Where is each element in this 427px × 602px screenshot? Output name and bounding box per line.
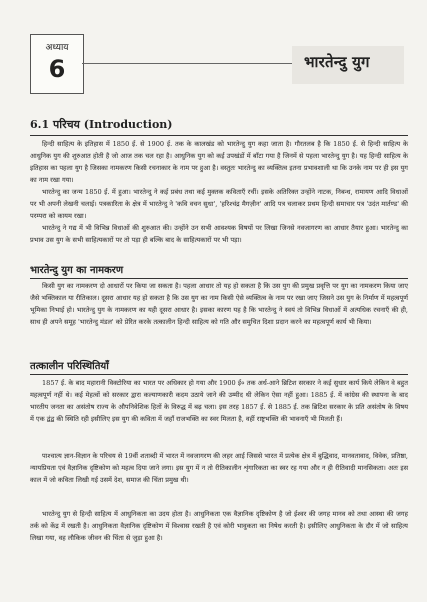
paragraph-intro: हिन्दी साहित्य के इतिहास में 1850 ई. से 1900 ई. तक के कालखंड को भारतेन्दु युग कहा जाता है। गौरतलब है कि 1850 ई. से हिन्दी साहित्य के आधुनिक युग की शुरुआत होती है जो आज तक चल रहा है। आधुनिक युग को कई उपखंडों में बाँटा गया है जिनमें से पहला भारतेन्दु युग है। यह हिन्दी साहित्य के इतिहास का पहला युग है जिसका नामकरण किसी रचनाकार के नाम पर हुआ है। वस्तुतः भारतेन्दु का व्यक्तित्व इतना प्रभावशाली था कि उनके नाम पर ही इस युग का नाम रखा गया।: [30, 140, 408, 184]
chapter-number-box: [30, 34, 84, 94]
paragraph-political-conditions: 1857 ई. के बाद महारानी विक्टोरिया का भारत पर अधिकार हो गया और 1900 ई० तक अर्ध-आने ब्रिटिश सरकार ने कई सुधार कार्य किये लेकिन वे बहुत महत्वपूर्ण नहीं थे। कई मेहत्वों को सरकार द्वारा कल्याणकारी कदम उठाये जाने की उम्मीद थी लेकिन ऐसा नहीं हुआ। 1885 ई. में कांग्रेस की स्थापना के बाद भारतीय जनता का असंतोष राज्य के औपनिवेशिक हितों के विरुद्ध में बढ़ चला। इस तरह 1857 ई. से 1885 ई. तक ब्रिटिश सरकार के प्रति असंतोष के विषय में एक द्वंद्व की स्थिति रही इसीलिए इस युग की कविता में जहाँ राजभक्ति का स्वर मिलता है, वहीं राष्ट्रभक्ति की भावनाएँ भी मिलती हैं।: [30, 379, 408, 423]
paragraph-naming: किसी युग का नामकरण दो आधारों पर किया जा सकता है। पहला आधार तो यह हो सकता है कि उस युग की प्रमुख प्रवृत्ति पर युग का नामकरण किया जाए जैसे भक्तिकाल या रीतिकाल। दूसरा आधार यह हो सकता है कि उस युग का नाम किसी ऐसे व्यक्तित्व के नाम पर रखा जाए जिसने उस युग के निर्माण में महत्वपूर्ण भूमिका निभाई हो। भारतेन्दु युग के नामकरण का यही दूसरा आधार है। इसका कारण यह है कि भारतेन्दु ने स्वयं तो विभिन्न विधाओं में अत्यधिक रचनाएँ की ही, साथ ही अपने समूह 'भारतेन्दु मंडल' को प्रेरित करके तत्कालीन हिन्दी साहित्य को गति और समुचित दिशा प्रदान करने का महत्वपूर्ण कार्य भी किया।: [30, 282, 408, 326]
paragraph-bharatendu-birth: भारतेन्दु का जन्म 1850 ई. में हुआ। भारतेन्दु ने कई प्रबंध तथा कई मुक्तक कविताएँ रचीं। इसके अतिरिक्त उन्होंने नाटक, निबन्ध, रामायण आदि विधाओं पर भी अपनी लेखनी चलाई। पत्रकारिता के क्षेत्र में भारतेन्दु ने 'कवि वचन सुधा', 'हरिश्चंद्र मैगज़ीन' आदि पत्र चलाकर प्रथम हिन्दी समाचार पत्र 'उदंत मार्तण्ड' की परम्परा को कायम रखा।: [30, 188, 408, 220]
chapter-title: भारतेन्दु युग: [304, 53, 370, 71]
chapter-divider: [82, 63, 292, 64]
paragraph-bharatendu-influence: भारतेन्दु ने गद्य में भी विभिन्न विधाओं की शुरुआत की। उन्होंने उन सभी आवश्यक विषयों पर लिखा जिनसे नवजागरण का आधार तैयार हुआ। भारतेन्दु का प्रभाव उस युग के सभी साहित्यकारों पर तो पड़ा ही बल्कि बाद के साहित्यकारों पर भी पड़ा।: [30, 224, 408, 244]
chapter-number: 6: [48, 55, 66, 83]
paragraph-renaissance: पाश्चात्य ज्ञान-विज्ञान के परिचय से 19वीं शताब्दी में भारत में नवजागरण की लहर आई जिससे भारत में प्रत्येक क्षेत्र में बुद्धिवाद, मानवतावाद, विवेक, प्रतिष्ठा, न्यायप्रियता एवं वैज्ञानिक दृष्टिकोण को महत्व दिया जाने लगा। इस युग में न तो रीतिकालीन शृंगारिकता का स्वर रह गया और न ही रीतिवादी मानसिकता। अतः इस काल में जो कविता लिखी गई उसमें देश, समाज की चिंता प्रमुख थी।: [30, 452, 408, 484]
paragraph-modernity: भारतेन्दु युग से हिन्दी साहित्य में आधुनिकता का उदय होता है। आधुनिकता एक वैज्ञानिक दृष्टिकोण है जो ईश्वर की जगह मानव को तथा आस्था की जगह तर्क को केंद्र में रखती है। आधुनिकता वैज्ञानिक दृष्टिकोण में विश्वास रखती है एवं कोरी भावुकता का निषेध करती है। इसीलिए आधुनिकता के दौर में जो साहित्य लिखा गया, वह लौकिक जीवन की चिंता से जुड़ा हुआ है।: [30, 510, 408, 542]
chapter-label: अध्याय: [45, 43, 69, 53]
section-heading-conditions: तत्कालीन परिस्थितियाँ: [30, 358, 408, 375]
section-heading-introduction: 6.1 परिचय (Introduction): [30, 117, 408, 136]
section-heading-naming: भारतेन्दु युग का नामकरण: [30, 262, 408, 279]
